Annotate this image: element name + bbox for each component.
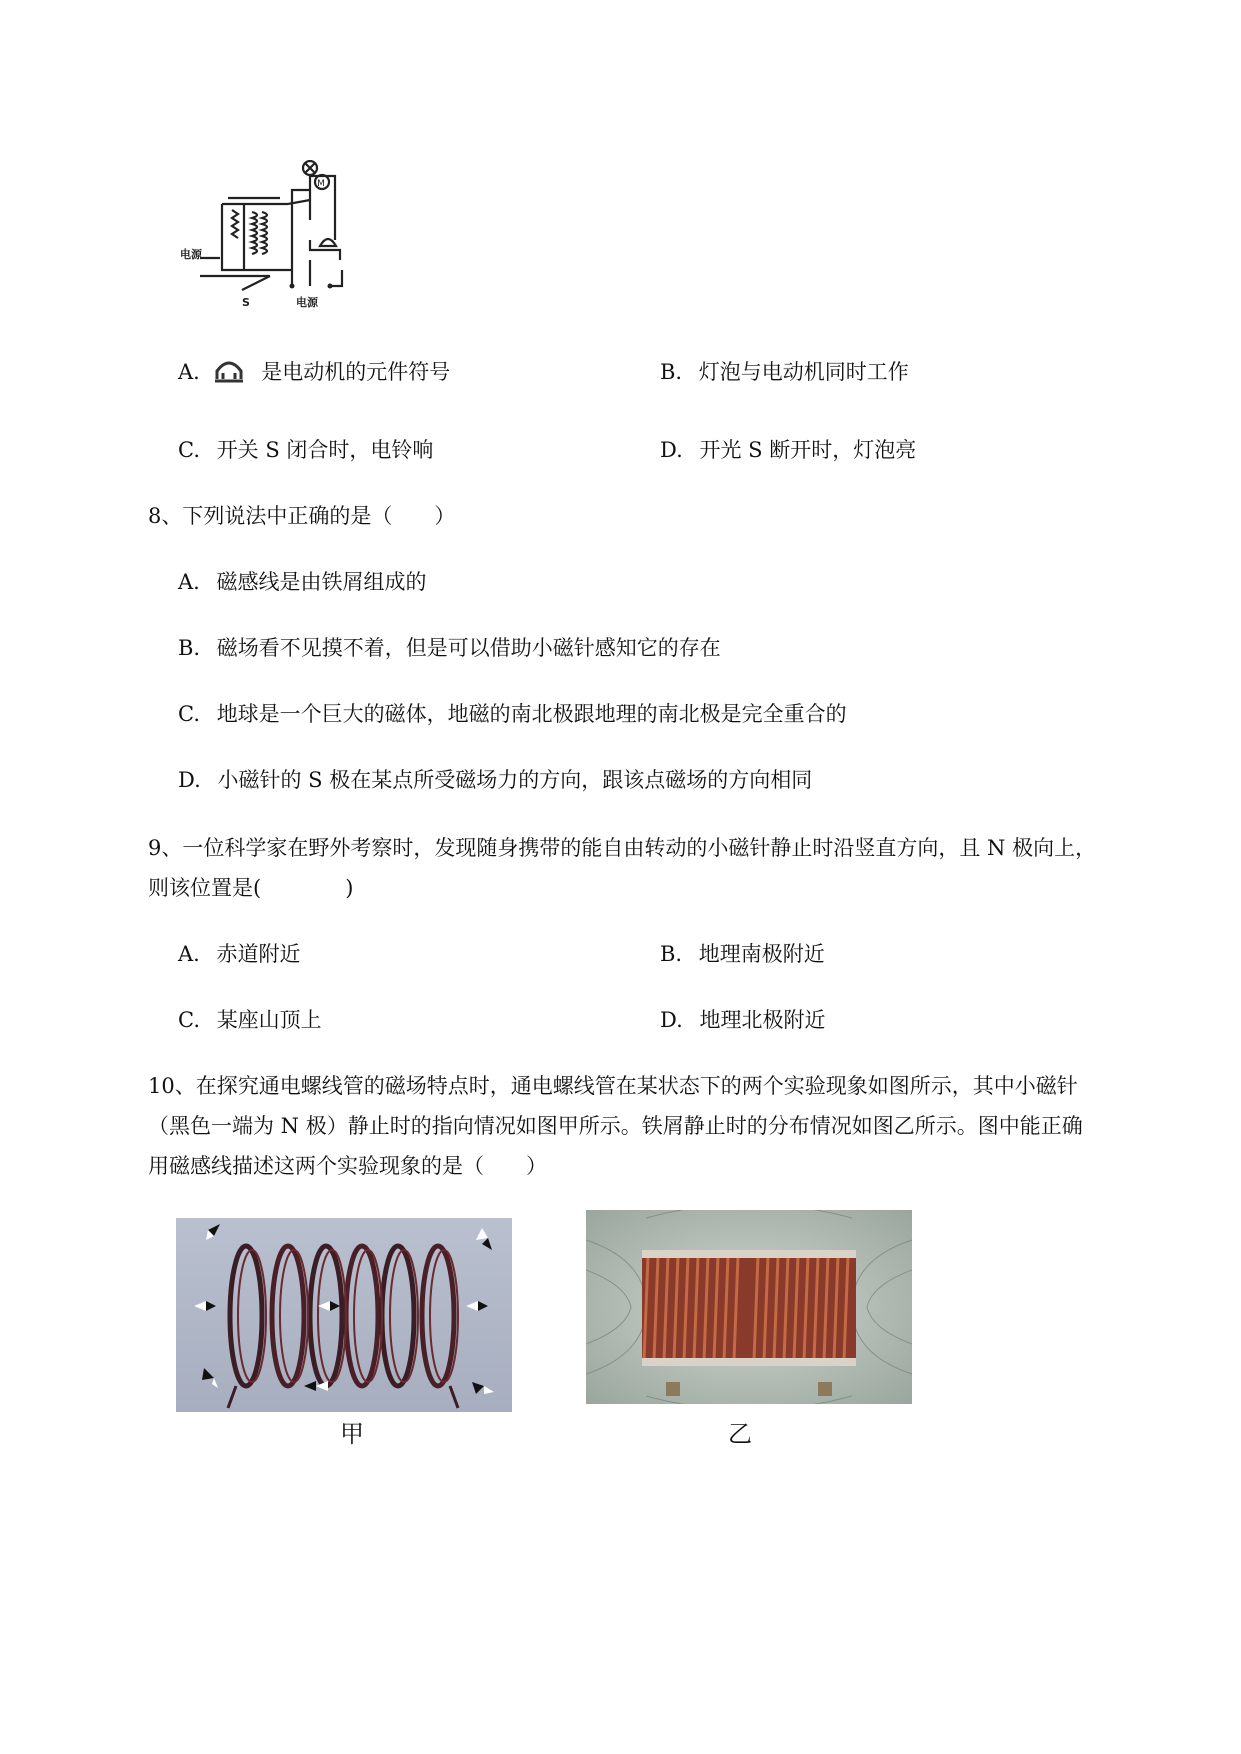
q8-option-d (178, 764, 812, 794)
option-text: 磁感线是由铁屑组成的 (216, 570, 427, 594)
q9-option-b (660, 938, 825, 968)
option-key: D. (660, 1008, 683, 1032)
option-key: A. (178, 360, 200, 384)
supply-label-left: 电源 (180, 248, 202, 261)
option-text: 赤道附近 (216, 942, 301, 966)
q10-stem-line1: 10、在探究通电螺线管的磁场特点时，通电螺线管在某状态下的两个实验现象如图所示，其中小磁针 (148, 1074, 1078, 1098)
q9-option-c (178, 1004, 322, 1034)
solenoid-compass-photo (176, 1218, 512, 1412)
q9-stem-line1: 9、一位科学家在野外考察时，发现随身携带的能自由转动的小磁针静止时沿竖直方向，且 N 极向上， (148, 836, 1097, 860)
option-text: 开光 S 断开时，灯泡亮 (699, 438, 917, 462)
bell-symbol-icon (213, 359, 245, 385)
option-key: C. (178, 1008, 200, 1032)
option-key: C. (178, 438, 200, 462)
q8-stem: 8、下列说法中正确的是（ ） (148, 504, 456, 528)
q7-option-d (660, 434, 916, 464)
option-key: B. (660, 360, 683, 384)
switch-label: S (242, 296, 250, 309)
q9-option-a (178, 938, 301, 968)
option-text: 开关 S 闭合时，电铃响 (216, 438, 434, 462)
option-key: A. (178, 570, 200, 594)
option-key: D. (660, 438, 683, 462)
q8-option-c (178, 698, 847, 728)
q7-option-c (178, 434, 433, 464)
option-text: 某座山顶上 (216, 1008, 322, 1032)
q9-option-d (660, 1004, 825, 1034)
option-text: 地理南极附近 (698, 942, 825, 966)
solenoid-iron-filings-photo (586, 1210, 912, 1404)
option-key: B. (660, 942, 683, 966)
option-text: 灯泡与电动机同时工作 (698, 360, 909, 384)
option-text: 磁场看不见摸不着，但是可以借助小磁针感知它的存在 (216, 636, 721, 660)
svg-text:M: M (317, 179, 325, 189)
supply-label-right: 电源 (296, 296, 318, 309)
relay-circuit-diagram (180, 160, 400, 310)
option-key: A. (178, 942, 200, 966)
q8-option-a (178, 566, 427, 596)
q9-stem-line2: 则该位置是( ) (148, 876, 354, 900)
q7-option-b (660, 356, 909, 386)
figure-caption-jia: 甲 (340, 1420, 364, 1448)
q10-stem-line3: 用磁感线描述这两个实验现象的是（ ） (148, 1154, 547, 1178)
figure-caption-yi: 乙 (728, 1420, 752, 1448)
option-key: D. (178, 768, 201, 792)
option-text: 是电动机的元件符号 (261, 360, 451, 384)
option-key: B. (178, 636, 201, 660)
option-text: 地球是一个巨大的磁体，地磁的南北极跟地理的南北极是完全重合的 (216, 702, 847, 726)
option-text: 地理北极附近 (699, 1008, 826, 1032)
q10-stem-line2: （黑色一端为 N 极）静止时的指向情况如图甲所示。铁屑静止时的分布情况如图乙所示。图中能正确 (148, 1114, 1083, 1138)
option-text: 小磁针的 S 极在某点所受磁场力的方向，跟该点磁场的方向相同 (217, 768, 813, 792)
q8-option-b (178, 632, 721, 662)
q7-option-a (178, 356, 450, 386)
option-key: C. (178, 702, 200, 726)
